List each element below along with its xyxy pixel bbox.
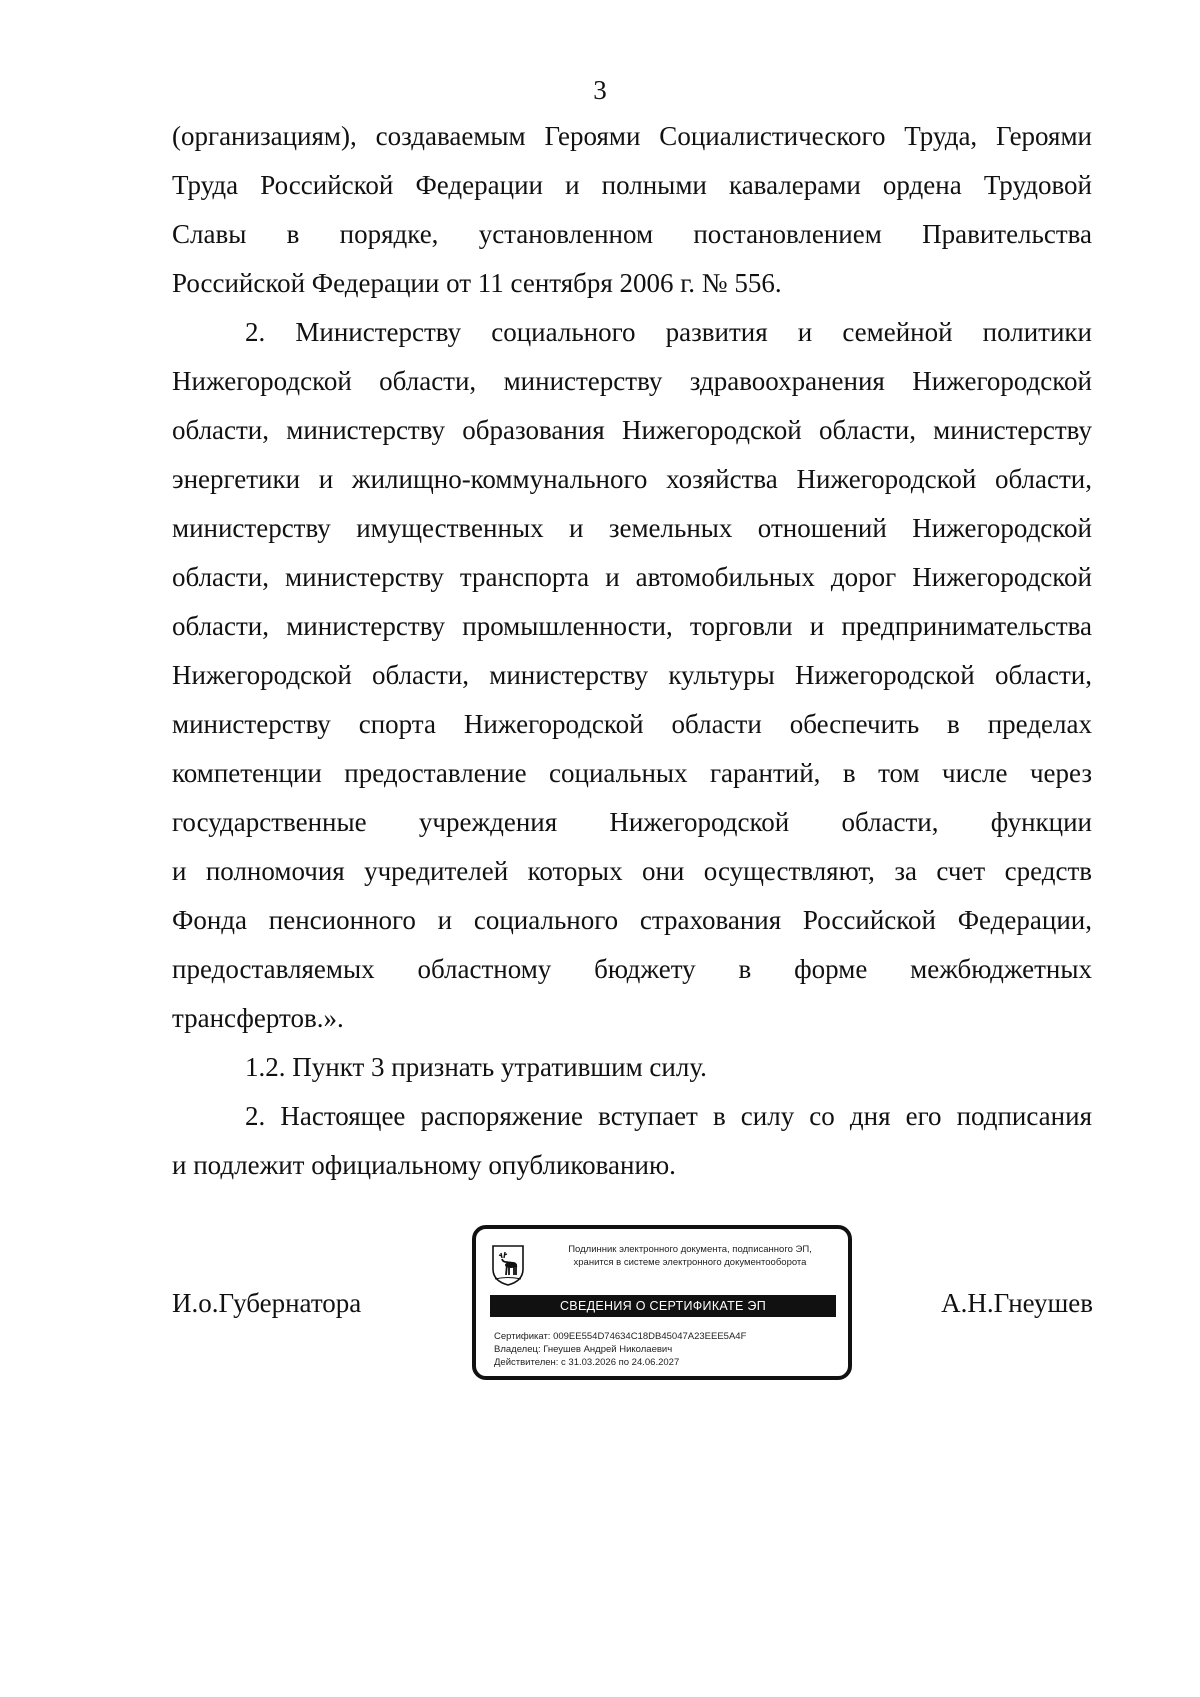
text-line: области, министерству транспорта и автомобильных дорог Нижегородской	[172, 562, 1092, 592]
stamp-header	[538, 1243, 842, 1269]
certificate-number: Сертификат: 009EE554D74634C18DB45047A23EEE5A4F	[494, 1331, 747, 1342]
paragraph-continuation	[172, 112, 1092, 308]
stamp-header-line: Подлинник электронного документа, подписанного ЭП,	[568, 1244, 812, 1255]
certificate-validity: Действителен: с 31.03.2026 по 24.06.2027	[494, 1357, 680, 1368]
signer-title: И.о.Губернатора	[172, 1288, 362, 1318]
text-line: 1.2. Пункт 3 признать утратившим силу.	[245, 1052, 707, 1082]
page-number: 3	[593, 75, 607, 105]
text-line: предоставляемых областному бюджету в форме межбюджетных	[172, 954, 1092, 984]
text-line: и подлежит официальному опубликованию.	[172, 1150, 676, 1180]
text-line: области, министерству промышленности, торговли и предпринимательства	[172, 611, 1092, 641]
text-line: компетенции предоставление социальных гарантий, в том числе через	[172, 758, 1092, 788]
text-line: и полномочия учредителей которых они осуществляют, за счет средств	[172, 856, 1092, 886]
signer-name: А.Н.Гнеушев	[941, 1288, 1093, 1318]
text-line: Славы в порядке, установленном постановлением Правительства	[172, 219, 1092, 249]
text-line: министерству имущественных и земельных отношений Нижегородской	[172, 513, 1092, 543]
document-body	[172, 112, 1092, 1190]
text-line: Российской Федерации от 11 сентября 2006 г. № 556.	[172, 268, 782, 298]
paragraph-effective-date	[172, 1092, 1092, 1190]
text-line: 2. Настоящее распоряжение вступает в силу со дня его подписания	[245, 1101, 1092, 1131]
text-line: министерству спорта Нижегородской области обеспечить в пределах	[172, 709, 1092, 739]
certificate-info-bar: СВЕДЕНИЯ О СЕРТИФИКАТЕ ЭП	[490, 1295, 836, 1317]
text-line: Нижегородской области, министерству здравоохранения Нижегородской	[172, 366, 1092, 396]
stamp-header-line: хранится в системе электронного документооборота	[573, 1257, 807, 1268]
text-line: государственные учреждения Нижегородской области, функции	[172, 807, 1092, 837]
certificate-details	[494, 1330, 746, 1369]
paragraph-item-2	[172, 308, 1092, 1043]
text-line: (организациям), создаваемым Героями Социалистического Труда, Героями	[172, 121, 1092, 151]
paragraph-item-1-2	[172, 1043, 1092, 1092]
text-line: Фонда пенсионного и социального страхования Российской Федерации,	[172, 905, 1092, 935]
certificate-owner: Владелец: Гнеушев Андрей Николаевич	[494, 1344, 673, 1355]
text-line: Нижегородской области, министерству культуры Нижегородской области,	[172, 660, 1092, 690]
electronic-signature-stamp	[472, 1225, 852, 1380]
text-line: области, министерству образования Нижегородской области, министерству	[172, 415, 1092, 445]
text-line: трансфертов.».	[172, 1003, 344, 1033]
text-line: 2. Министерству социального развития и семейной политики	[245, 317, 1092, 347]
deer-coat-of-arms-icon	[490, 1243, 526, 1287]
text-line: энергетики и жилищно-коммунального хозяйства Нижегородской области,	[172, 464, 1092, 494]
text-line: Труда Российской Федерации и полными кавалерами ордена Трудовой	[172, 170, 1092, 200]
